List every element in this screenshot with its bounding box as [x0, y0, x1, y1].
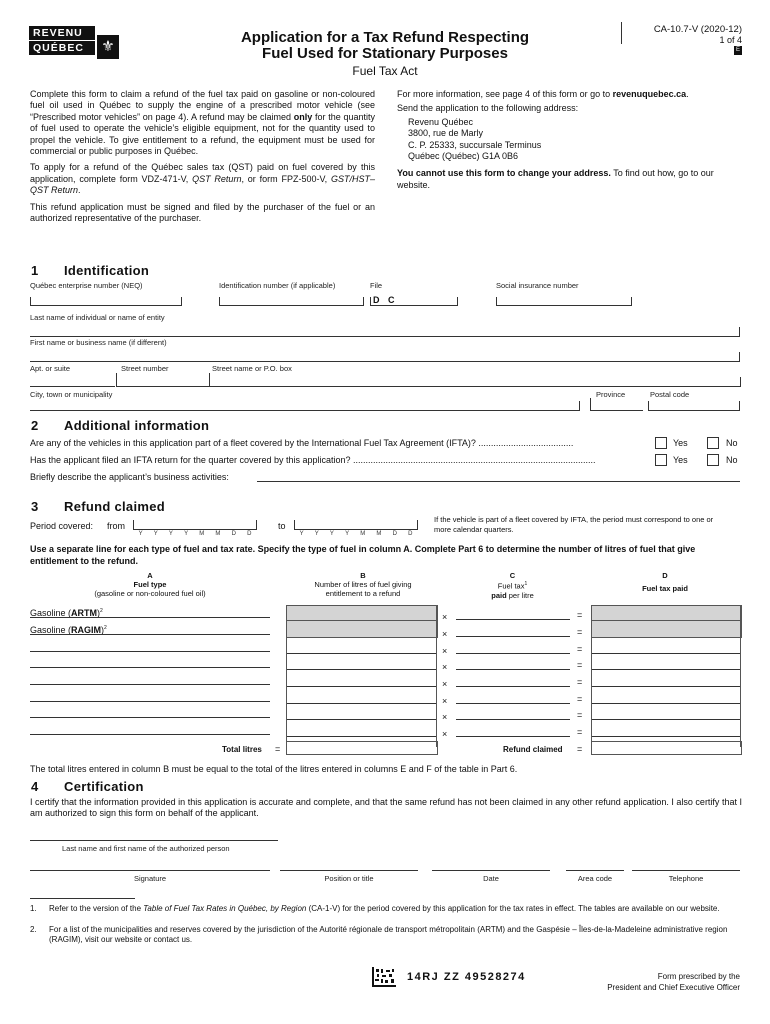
row-divider: [286, 620, 438, 621]
id-number-label: Identification number (if applicable): [219, 281, 336, 290]
row-tax-paid-field[interactable]: [591, 636, 741, 637]
ifta-no-label: No: [726, 438, 738, 448]
note-2: 2. For a list of the municipalities and reserves covered by the jurisdiction of the Autorité régionale de transport métropolitain (ARTM) and the Gaspésie – Îles-de-la-Madeleine administrative region (RAGIM), visit our website or contact us.: [30, 925, 728, 944]
section4-number: 4: [31, 779, 39, 794]
section3-number: 3: [31, 499, 39, 514]
page-number: 1 of 4: [719, 35, 742, 45]
refund-claimed-field[interactable]: [591, 741, 742, 755]
section2-number: 2: [31, 418, 39, 433]
row-multiply-symbol: ×: [442, 729, 448, 739]
row-tax-paid-field[interactable]: [591, 719, 741, 720]
city-field[interactable]: [30, 398, 580, 411]
row-multiply-symbol: ×: [442, 712, 448, 722]
signature-label: Signature: [133, 874, 167, 883]
prescribed-line2: President and Chief Executive Officer: [607, 983, 740, 992]
business-activities-label: Briefly describe the applicant’s business activities:: [30, 472, 229, 482]
row-rate-field[interactable]: [456, 636, 570, 637]
ifta-return-question: Has the applicant filed an IFTA return for the quarter covered by this application? .................................................................................................: [30, 455, 596, 465]
return-yes-label: Yes: [673, 455, 688, 465]
period-label: Period covered:: [30, 521, 94, 531]
province-field[interactable]: [590, 398, 643, 411]
streetname-field[interactable]: [209, 373, 741, 387]
return-no-label: No: [726, 455, 738, 465]
total-litres-field[interactable]: [286, 741, 438, 755]
form-barcode-code: 14RJ ZZ 49528274: [407, 971, 526, 983]
section2-title: Additional information: [64, 418, 210, 433]
file-d: D: [373, 295, 380, 305]
website-link[interactable]: revenuquebec.ca: [612, 89, 687, 99]
row-fuel-type-field[interactable]: [30, 701, 270, 702]
header-divider: [621, 22, 622, 44]
section3-title: Refund claimed: [64, 499, 165, 514]
row2-fuel-type: Gasoline (RAGIM)$^2$: [30, 625, 107, 635]
row-multiply-symbol: ×: [442, 646, 448, 656]
row-fuel-type-field[interactable]: [30, 734, 270, 735]
row-equals-symbol: =: [577, 694, 583, 704]
streetnum-field[interactable]: [116, 373, 209, 387]
column-d-header: D Fuel tax paid: [642, 571, 688, 593]
return-no-checkbox[interactable]: [707, 454, 719, 466]
row-fuel-type-field[interactable]: [30, 651, 270, 652]
row-multiply-symbol: ×: [442, 696, 448, 706]
streetnum-label: Street number: [121, 364, 169, 373]
refund-claimed-label: Refund claimed: [503, 745, 563, 754]
streetname-label: Street name or P.O. box: [212, 364, 292, 373]
row1-fuel-type: Gasoline (ARTM)$^2$: [30, 608, 103, 618]
column-border: [286, 605, 287, 747]
row-tax-paid-field[interactable]: [591, 619, 741, 620]
row-equals-symbol: =: [577, 727, 583, 737]
row-equals-symbol: =: [577, 660, 583, 670]
column-border: [436, 605, 437, 747]
period-to-letters: Y Y Y Y M M D D: [299, 531, 413, 537]
row-litres-field[interactable]: [286, 686, 436, 687]
form-title: [180, 30, 590, 62]
total-litres-label: Total litres: [222, 745, 262, 754]
lastname-label: Last name of individual or name of entity: [30, 313, 165, 322]
signature-field[interactable]: [30, 858, 270, 871]
apt-field[interactable]: [30, 373, 115, 387]
row-equals-symbol: =: [577, 710, 583, 720]
intro-right: [397, 89, 742, 191]
sin-label: Social insurance number: [496, 281, 579, 290]
neq-field[interactable]: [30, 291, 182, 306]
row-rate-field[interactable]: [456, 686, 570, 687]
row-equals-symbol: =: [577, 644, 583, 654]
row-rate-field[interactable]: [456, 719, 570, 720]
column-a-header: A Fuel type (gasoline or non-coloured fuel oil): [94, 571, 206, 598]
date-field[interactable]: [432, 858, 550, 871]
section3-instructions: Use a separate line for each type of fuel and tax rate. Specify the type of fuel in column A. Complete Part 6 to determine the number of litres of fuel that give entitlement to the refund.: [30, 544, 696, 566]
column-border: [591, 605, 592, 747]
certification-text: I certify that the information provided in this application is accurate and complete, and that the same refund has not been claimed in any other refund application. I also certify that I am authorized to sign this form on behalf of the applicant.: [30, 797, 742, 819]
refund-claimed-equals: =: [577, 744, 583, 754]
row-litres-field[interactable]: [286, 636, 436, 637]
position-field[interactable]: [280, 858, 418, 871]
row1-litres-grey-cell: [286, 605, 438, 638]
row-rate-field[interactable]: [456, 703, 570, 704]
column-b-header: B Number of litres of fuel giving entitlement to a refund: [314, 571, 412, 598]
section1-number: 1: [31, 263, 39, 278]
logo-line2: QUÉBEC: [29, 41, 95, 55]
row-fuel-type-field[interactable]: [30, 684, 270, 685]
title-line1: Application for a Tax Refund Respecting: [240, 29, 530, 46]
file-label: File: [370, 281, 383, 290]
row1-tax-grey-cell: [591, 605, 742, 638]
row-fuel-type-field[interactable]: [30, 717, 270, 718]
period-to-label: to: [278, 521, 286, 531]
lastname-field[interactable]: [30, 322, 740, 337]
form-subtitle: Fuel Tax Act: [352, 64, 418, 78]
row-tax-paid-field[interactable]: [591, 703, 741, 704]
fleur-de-lis-icon: ⚜: [97, 35, 119, 59]
period-from-label: from: [107, 521, 125, 531]
apt-label: Apt. or suite: [30, 364, 71, 373]
area-code-field[interactable]: [566, 858, 624, 871]
intro-left: [30, 89, 375, 224]
row-rate-field[interactable]: [456, 619, 570, 620]
province-label: Province: [596, 390, 626, 399]
row-equals-symbol: =: [577, 627, 583, 637]
row-tax-paid-field[interactable]: [591, 686, 741, 687]
authorized-name-field[interactable]: [30, 828, 278, 841]
intro-p3: This refund application must be signed and filed by the purchaser of the fuel or an authorized representative of the purchaser.: [30, 201, 375, 224]
ifta-question: Are any of the vehicles in this application part of a fleet covered by the International Fuel Tax Agreement (IFTA)? ......................................: [30, 438, 574, 448]
firstname-field[interactable]: [30, 347, 740, 362]
date-label: Date: [483, 874, 499, 883]
row-divider: [591, 620, 742, 621]
row-litres-field[interactable]: [286, 703, 436, 704]
row-tax-paid-field[interactable]: [591, 669, 741, 670]
telephone-label: Telephone: [668, 874, 704, 883]
row-litres-field[interactable]: [286, 653, 436, 654]
telephone-field[interactable]: [632, 858, 740, 871]
row-rate-field[interactable]: [456, 669, 570, 670]
total-litres-equals: =: [275, 744, 281, 754]
business-activities-field[interactable]: [257, 470, 740, 482]
neq-label: Québec enterprise number (NEQ): [30, 281, 143, 290]
id-number-field[interactable]: [219, 291, 364, 306]
row-equals-symbol: =: [577, 610, 583, 620]
sin-field[interactable]: [496, 291, 632, 306]
row-fuel-type-field[interactable]: [30, 667, 270, 668]
column-border: [740, 605, 741, 747]
more-info: For more information, see page 4 of this form or go to revenuquebec.ca.: [397, 89, 689, 99]
total-litres-note: The total litres entered in column B must be equal to the total of the litres entered in columns E and F of the table in Part 6.: [30, 764, 518, 774]
row-tax-paid-field[interactable]: [591, 736, 741, 737]
row-equals-symbol: =: [577, 677, 583, 687]
row-multiply-symbol: ×: [442, 662, 448, 672]
postal-label: Postal code: [650, 390, 690, 399]
period-from-letters: Y Y Y Y M M D D: [138, 531, 252, 537]
row-multiply-symbol: ×: [442, 629, 448, 639]
row-litres-field[interactable]: [286, 669, 436, 670]
row-tax-paid-field[interactable]: [591, 653, 741, 654]
period-from-field[interactable]: [133, 517, 257, 530]
row-litres-field[interactable]: [286, 619, 436, 620]
mailing-address: Revenu Québec 3800, rue de Marly C. P. 25333, succursale Terminus Québec (Québec) G1A 0B6: [408, 116, 542, 162]
ifta-no-checkbox[interactable]: [707, 437, 719, 449]
column-c-header: C Fuel tax$^1$ paid per litre: [491, 571, 534, 600]
logo-line1: REVENU: [29, 26, 95, 40]
address-change-note: You cannot use this form to change your address. To find out how, go to our website.: [397, 168, 714, 190]
area-code-label: Area code: [577, 874, 613, 883]
section4-title: Certification: [64, 779, 144, 794]
revenu-quebec-logo: [29, 26, 115, 55]
row-litres-field[interactable]: [286, 736, 436, 737]
note-1: 1. Refer to the version of the Table of Fuel Tax Rates in Québec, by Region (CA-1-V) for the period covered by this application for the tax rates in effect. The tables are available on our website.: [30, 904, 720, 913]
authorized-name-label: Last name and first name of the authorized person: [62, 844, 230, 853]
send-to: Send the application to the following address:: [397, 103, 579, 114]
ifta-period-note: If the vehicle is part of a fleet covered by IFTA, the period must correspond to one or more calendar quarters.: [434, 515, 714, 534]
row-rate-field[interactable]: [456, 653, 570, 654]
postal-field[interactable]: [648, 398, 740, 411]
notes-divider: [30, 898, 135, 899]
file-field[interactable]: [370, 291, 458, 306]
intro-p1: Complete this form to claim a refund of the fuel tax paid on gasoline or non-coloured fuel oil used in Québec to supply the engine of a prescribed motor vehicle (see “Prescribed motor vehicles” on page 4). A refund may be claimed only for the quantity of fuel used to operate the vehicle’s eligible equipment, not for the quantity used to propel the vehicle. To give entitlement to a refund, the equipment must be used for commercial or public purposes in Québec.: [30, 89, 375, 157]
return-yes-checkbox[interactable]: [655, 454, 667, 466]
city-label: City, town or municipality: [30, 390, 113, 399]
barcode-icon: [372, 967, 396, 987]
file-c: C: [388, 295, 395, 305]
row-multiply-symbol: ×: [442, 679, 448, 689]
language-badge: E: [735, 47, 740, 53]
period-to-field[interactable]: [294, 517, 418, 530]
ifta-yes-checkbox[interactable]: [655, 437, 667, 449]
intro-p2: To apply for a refund of the Québec sales tax (QST) paid on fuel covered by this application, complete form VDZ-471-V, QST Return, or form FPZ-500-V, GST/HST–QST Return.: [30, 162, 375, 196]
row-rate-field[interactable]: [456, 736, 570, 737]
section1-title: Identification: [64, 263, 150, 278]
firstname-label: First name or business name (if different): [30, 338, 167, 347]
title-line2: Fuel Used for Stationary Purposes: [262, 45, 508, 62]
ifta-yes-label: Yes: [673, 438, 688, 448]
prescribed-line1: Form prescribed by the: [657, 972, 740, 981]
row-litres-field[interactable]: [286, 719, 436, 720]
position-label: Position or title: [324, 874, 374, 883]
form-code: CA-10.7-V (2020-12): [653, 24, 742, 35]
row-multiply-symbol: ×: [442, 612, 448, 622]
